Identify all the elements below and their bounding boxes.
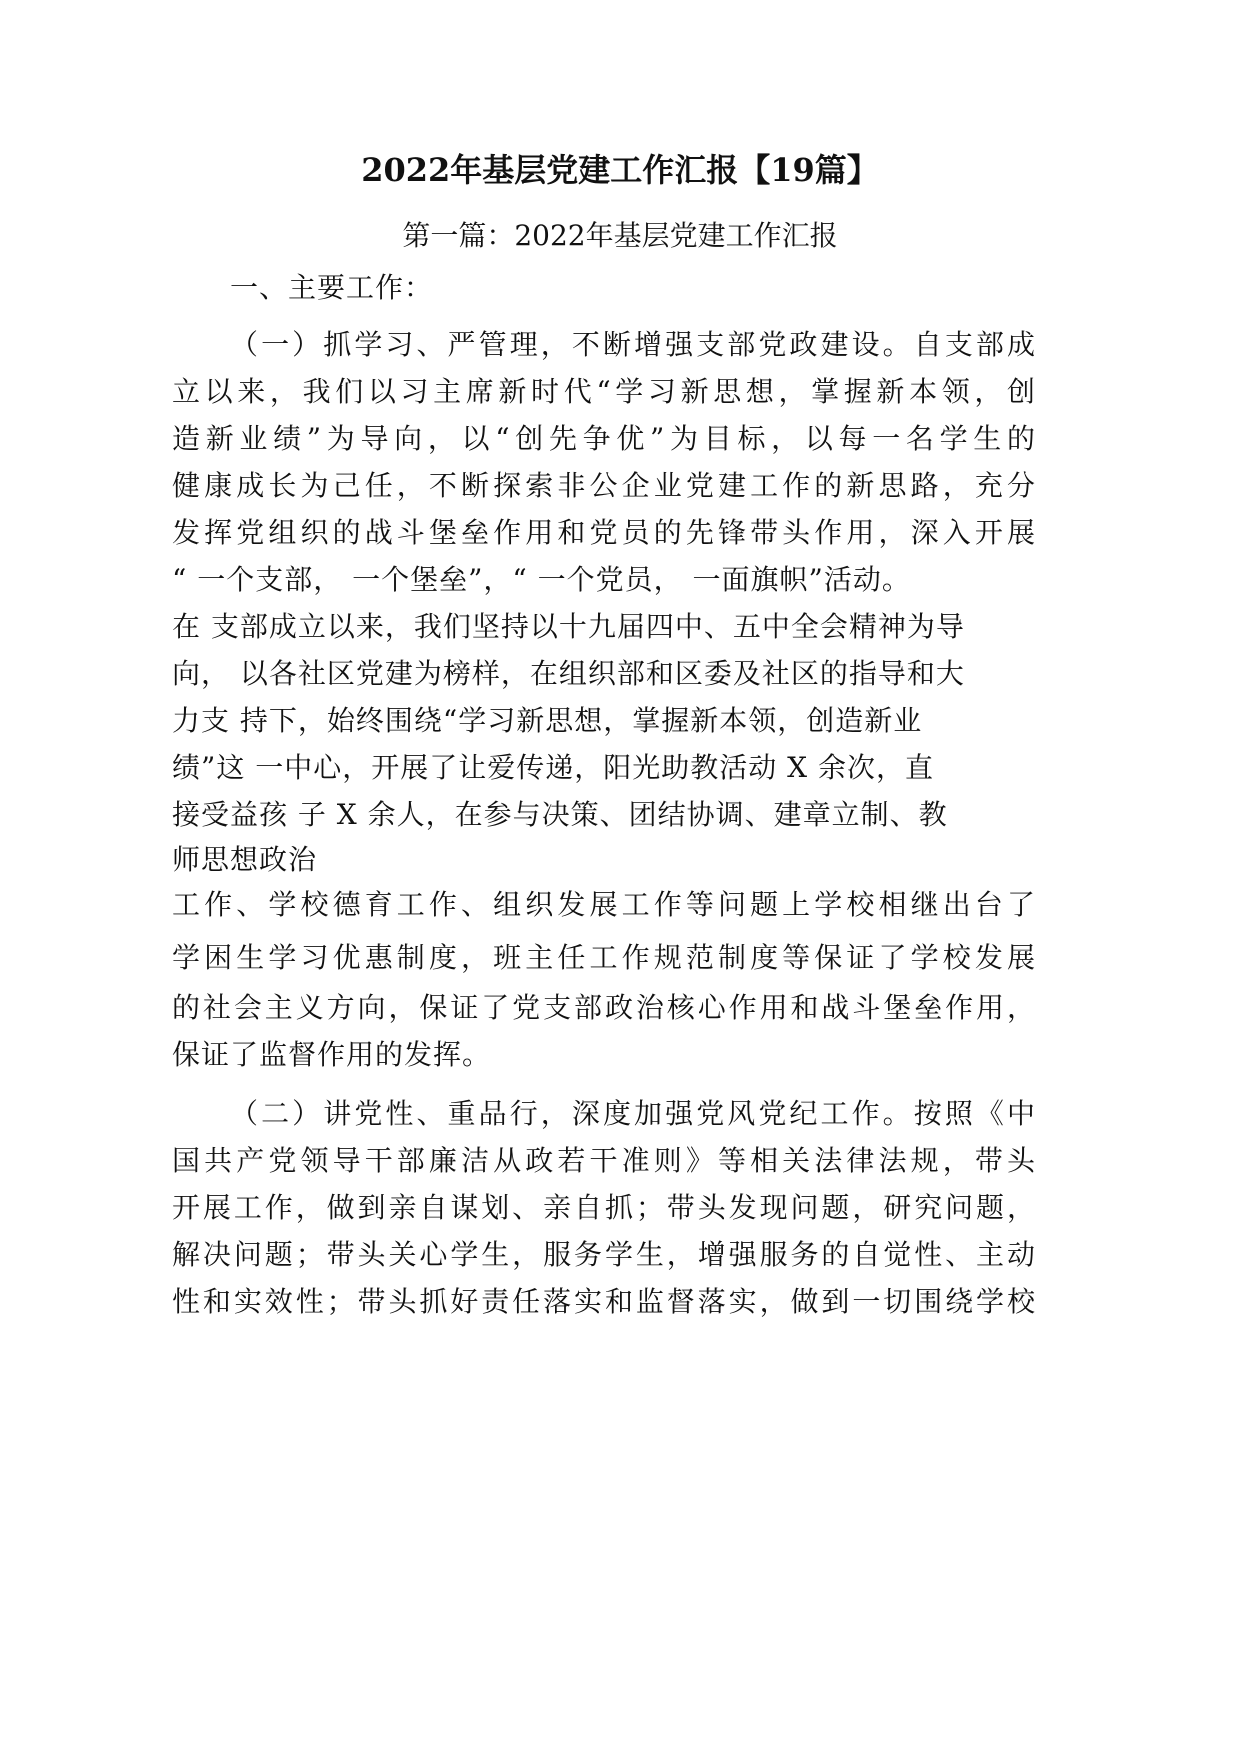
paragraph-line: 力支 持下，始终围绕“学习新思想，掌握新本领，创造新业 [172, 704, 923, 737]
paragraph-line: 解决问题；带头关心学生，服务学生，增强服务的自觉性、主动 [172, 1238, 1036, 1271]
paragraph-line: （二）讲党性、重品行，深度加强党风党纪工作。按照《中 [230, 1097, 1036, 1130]
paragraph-line: 工作、学校德育工作、组织发展工作等问题上学校相继出台了 [172, 888, 1036, 921]
paragraph-line: 学困生学习优惠制度，班主任工作规范制度等保证了学校发展 [172, 941, 1036, 974]
section-heading: 一、主要工作： [230, 271, 434, 304]
paragraph-line: 保证了监督作用的发挥。 [172, 1038, 492, 1071]
paragraph-line: 绩”这 一中心，开展了让爱传递，阳光助教活动 X 余次，直 [172, 751, 934, 784]
paragraph-line: 国共产党领导干部廉洁从政若干准则》等相关法律法规，带头 [172, 1144, 1036, 1177]
paragraph-line: 造新业绩”为导向，以“创先争优”为目标，以每一名学生的 [172, 422, 1036, 455]
paragraph-line: 健康成长为己任，不断探索非公企业党建工作的新思路，充分 [172, 469, 1036, 502]
paragraph-line: 向， 以各社区党建为榜样，在组织部和区委及社区的指导和大 [172, 657, 965, 690]
paragraph-line: “ 一个支部， 一个堡垒”，“ 一个党员， 一面旗帜”活动。 [172, 563, 911, 596]
paragraph-line: 师思想政治 [172, 843, 318, 876]
paragraph-line: 发挥党组织的战斗堡垒作用和党员的先锋带头作用，深入开展 [172, 516, 1036, 549]
document-subtitle: 第一篇：2022年基层党建工作汇报 [402, 219, 838, 252]
paragraph-line: 性和实效性；带头抓好责任落实和监督落实，做到一切围绕学校 [172, 1285, 1036, 1318]
paragraph-line: 立以来，我们以习主席新时代“学习新思想，掌握新本领，创 [172, 375, 1036, 408]
paragraph-line: 在 支部成立以来，我们坚持以十九届四中、五中全会精神为导 [172, 610, 965, 643]
paragraph-line: （一）抓学习、严管理，不断增强支部党政建设。自支部成 [230, 328, 1036, 361]
document-title: 2022年基层党建工作汇报【19篇】 [361, 151, 879, 189]
paragraph-line: 开展工作，做到亲自谋划、亲自抓；带头发现问题，研究问题， [172, 1191, 1036, 1224]
paragraph-line: 的社会主义方向，保证了党支部政治核心作用和战斗堡垒作用， [172, 991, 1036, 1024]
paragraph-line: 接受益孩 子 X 余人，在参与决策、团结协调、建章立制、教 [172, 798, 948, 831]
